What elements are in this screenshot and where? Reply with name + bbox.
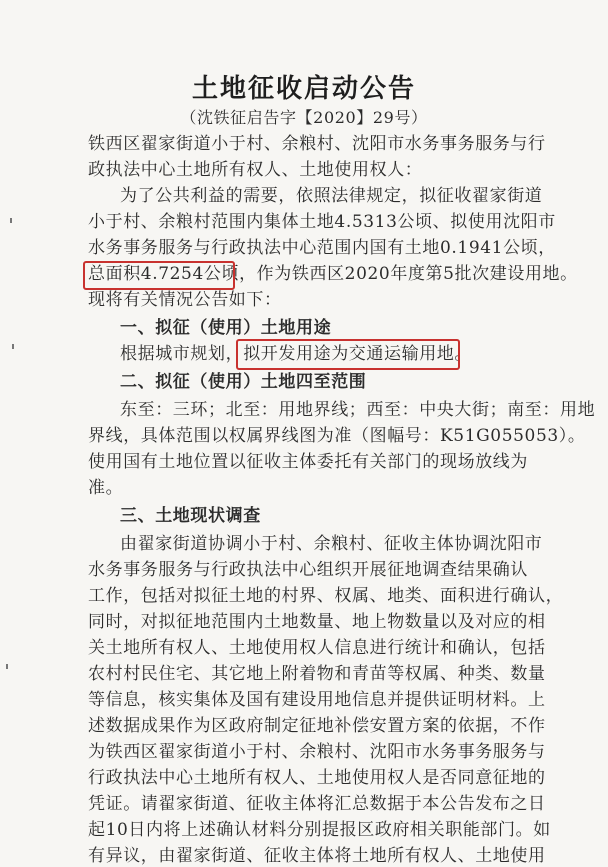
body-line: 工作，包括对拟征土地的村界、权属、地类、面积进行确认， — [88, 586, 564, 606]
body-line: 为铁西区翟家街道小于村、余粮村、沈阳市水务事务服务与 — [88, 742, 546, 762]
notice-title: 土地征收启动公告 — [191, 74, 416, 104]
document-number: （沈铁征启告字【2020】29号） — [180, 108, 428, 127]
section-heading-purpose: 一、拟征（使用）土地用途 — [120, 318, 332, 338]
body-line: 根据城市规划，拟开发用途为交通运输用地。 — [120, 344, 472, 364]
body-line: 东至：三环；北至：用地界线；西至：中央大街；南至：用地 — [120, 400, 596, 420]
body-line: 等信息，核实集体及国有建设用地信息并提供证明材料。上 — [88, 690, 546, 710]
body-line: 政执法中心土地所有权人、土地使用权人： — [88, 160, 423, 180]
margin-speck — [12, 344, 14, 349]
body-line: 水务事务服务与行政执法中心范围内国有土地0.1941公顷， — [88, 238, 556, 258]
body-line: 总面积4.7254公顷，作为铁西区2020年度第5批次建设用地。 — [88, 264, 578, 284]
body-line: 使用国有土地位置以征收主体委托有关部门的现场放线为 — [88, 452, 528, 472]
body-line: 界线，具体范围以权属界线图为准（图幅号：K51G055053）。 — [88, 426, 586, 446]
body-line: 为了公共利益的需要，依照法律规定，拟征收翟家街道 — [120, 186, 543, 206]
body-line: 小于村、余粮村范围内集体土地4.5313公顷、拟使用沈阳市 — [88, 212, 556, 232]
body-line: 有异议，由翟家街道、征收主体将土地所有权人、土地使用 — [88, 846, 546, 866]
margin-speck — [10, 218, 12, 223]
body-line: 述数据成果作为区政府制定征地补偿安置方案的依据，不作 — [88, 716, 546, 736]
body-line: 准。 — [88, 478, 124, 498]
body-line: 行政执法中心土地所有权人、土地使用权人是否同意征地的 — [88, 768, 546, 788]
body-line: 同时，对拟征地范围内土地数量、地上物数量以及对应的相 — [88, 612, 546, 632]
body-line: 关土地所有权人、土地使用权人信息进行统计和确认，包括 — [88, 638, 546, 658]
highlight-land-use-box — [236, 339, 460, 370]
section-heading-boundary: 二、拟征（使用）土地四至范围 — [120, 372, 367, 392]
highlight-total-area-box — [83, 261, 235, 290]
body-line: 农村村民住宅、其它地上附着物和青苗等权属、种类、数量 — [88, 664, 546, 684]
section-heading-survey: 三、土地现状调查 — [120, 506, 261, 526]
body-line: 铁西区翟家街道小于村、余粮村、沈阳市水务事务服务与行 — [88, 134, 546, 154]
margin-speck — [6, 664, 8, 669]
body-line: 现将有关情况公告如下： — [88, 290, 282, 310]
body-line: 水务事务服务与行政执法中心组织开展征地调查结果确认 — [88, 560, 528, 580]
body-line: 凭证。请翟家街道、征收主体将汇总数据于本公告发布之日 — [88, 794, 546, 814]
body-line: 由翟家街道协调小于村、余粮村、征收主体协调沈阳市 — [120, 534, 543, 554]
body-line: 起10日内将上述确认材料分别提报区政府相关职能部门。如 — [88, 820, 551, 840]
